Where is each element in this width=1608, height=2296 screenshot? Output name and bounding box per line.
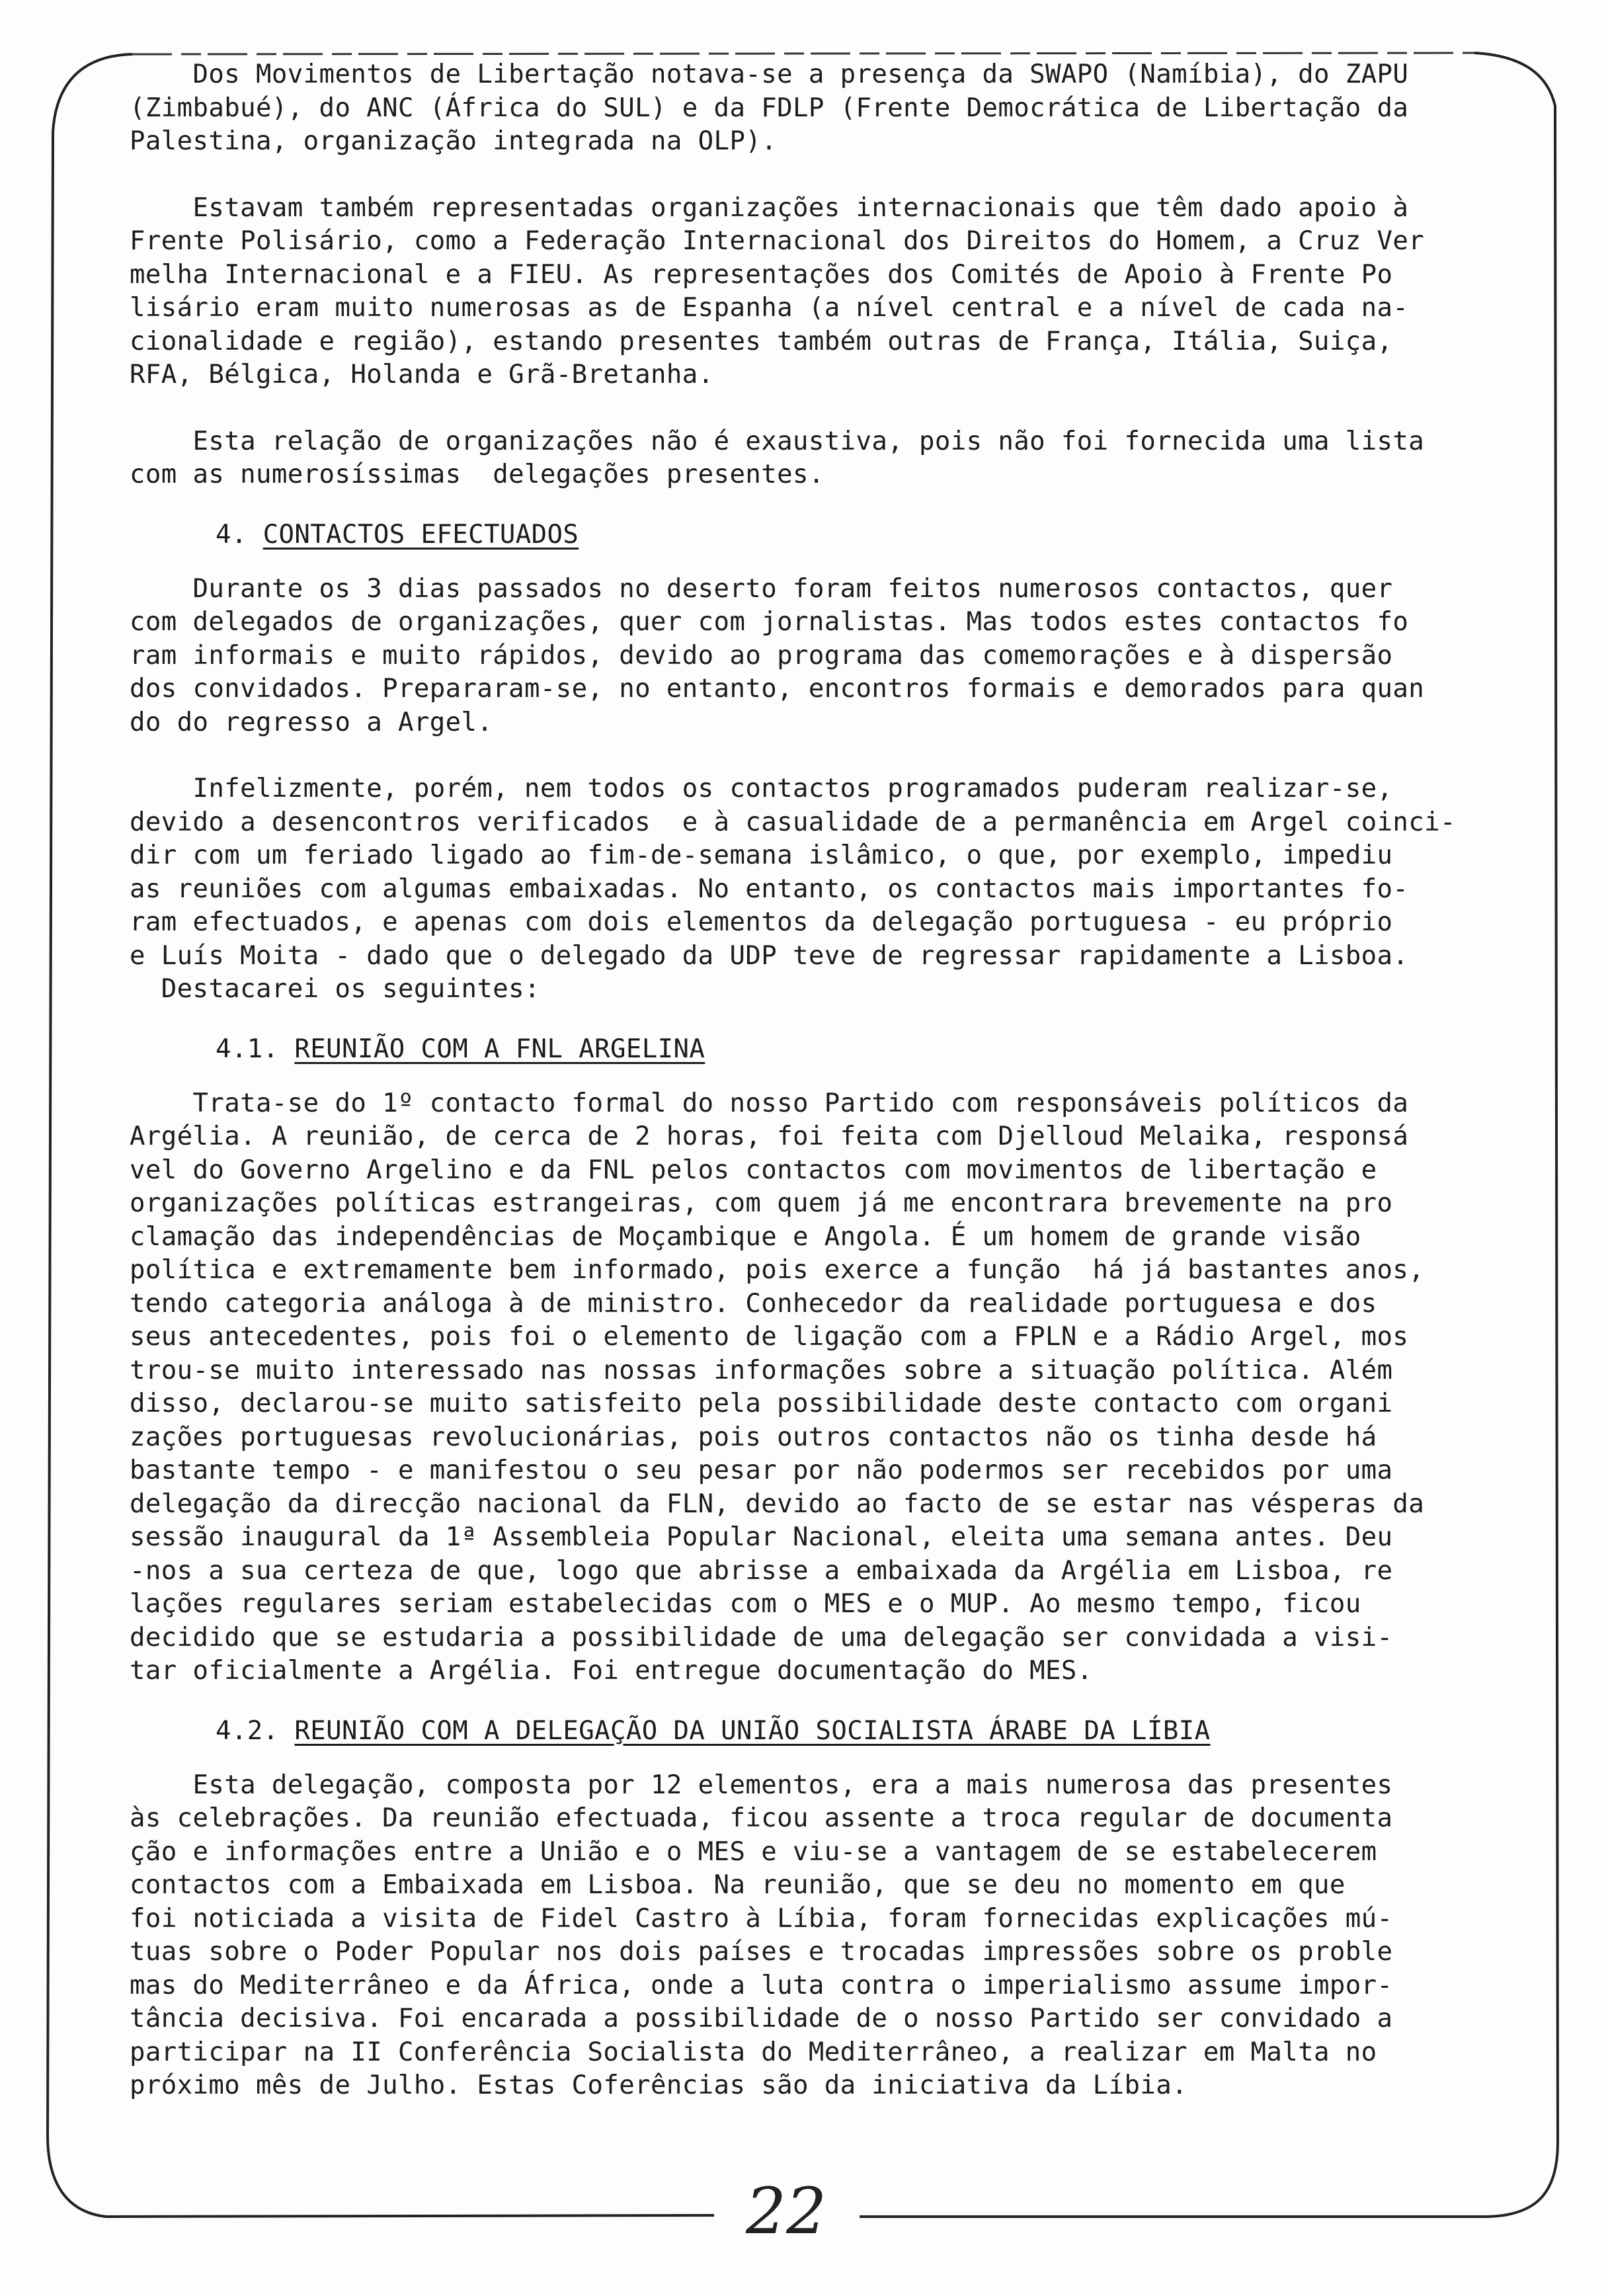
section-heading-4-2 (130, 1715, 1492, 1753)
text-line: e Luís Moita - dado que o delegado da UDP teve de regressar rapidamente a Lisboa. (130, 940, 1409, 971)
text-line: delegação da direcção nacional da FLN, devido ao facto de se estar nas vésperas da (130, 1489, 1425, 1519)
text-line: dos convidados. Prepararam-se, no entanto, encontros formais e demorados para quan (130, 674, 1425, 704)
text-line: (Zimbabué), do ANC (África do SUL) e da FDLP (Frente Democrática de Libertação da (130, 93, 1409, 123)
section-heading-4-1 (130, 1033, 1492, 1071)
text-line: com delegados de organizações, quer com jornalistas. Mas todos estes contactos fo (130, 607, 1409, 637)
section-title: REUNIÃO COM A DELEGAÇÃO DA UNIÃO SOCIALISTA ÁRABE DA LÍBIA (294, 1715, 1211, 1746)
paragraph-contacts-algiers (130, 772, 1492, 1006)
border-top-rule (132, 53, 1474, 54)
text-line: Dos Movimentos de Libertação notava-se a presença da SWAPO (Namíbia), do ZAPU (130, 60, 1409, 89)
paragraph-fnl-meeting (130, 1087, 1492, 1688)
text-line: dir com um feriado ligado ao fim-de-semana islâmico, o que, por exemplo, impediu (130, 840, 1393, 870)
text-line: Esta relação de organizações não é exaustiva, pois não foi fornecida uma lista (130, 426, 1425, 456)
text-line: lisário eram muito numerosas as de Espanha (a nível central e a nível de cada na- (130, 293, 1409, 323)
text-line: decidido que se estudaria a possibilidade de uma delegação ser convidada a visi- (130, 1622, 1393, 1653)
text-line: ram efectuados, e apenas com dois elementos da delegação portuguesa - eu próprio (130, 907, 1393, 937)
text-line: devido a desencontros verificados e à casualidade de a permanência em Argel coinci- (130, 807, 1456, 837)
paragraph-international-organizations (130, 192, 1492, 392)
text-line: as reuniões com algumas embaixadas. No entanto, os contactos mais importantes fo- (130, 874, 1409, 904)
text-line: ram informais e muito rápidos, devido ao programa das comemorações e à dispersão (130, 640, 1393, 671)
text-line: do do regresso a Argel. (130, 707, 493, 737)
text-line: Estavam também representadas organizações internacionais que têm dado apoio à (130, 192, 1409, 223)
text-line: Trata-se do 1º contacto formal do nosso Partido com responsáveis políticos da (130, 1088, 1409, 1118)
text-line: política e extremamente bem informado, pois exerce a função há já bastantes anos, (130, 1255, 1425, 1285)
text-line: ção e informações entre a União e o MES e viu-se a vantagem de se estabelecerem (130, 1836, 1377, 1867)
text-line: foi noticiada a visita de Fidel Castro à Líbia, foram fornecidas explicações mú- (130, 1903, 1393, 1934)
text-line: Argélia. A reunião, de cerca de 2 horas, foi feita com Djelloud Melaika, responsá (130, 1122, 1409, 1151)
paragraph-liberation-movements (130, 58, 1492, 159)
text-line: sessão inaugural da 1ª Assembleia Popular Nacional, eleita uma semana antes. Deu (130, 1522, 1393, 1552)
text-line: organizações políticas estrangeiras, com quem já me encontrara brevemente na pro (130, 1188, 1393, 1218)
text-line: Infelizmente, porém, nem todos os contactos programados puderam realizar-se, (130, 774, 1393, 803)
text-line: com as numerosíssimas delegações presentes. (130, 460, 824, 489)
text-line: zações portuguesas revolucionárias, pois outros contactos não os tinha desde há (130, 1422, 1377, 1452)
paragraph-organizations-list-note (130, 425, 1492, 492)
text-line: contactos com a Embaixada em Lisboa. Na reunião, que se deu no momento em que (130, 1870, 1346, 1900)
section-number: 4.1. (216, 1034, 279, 1064)
text-line: trou-se muito interessado nas nossas informações sobre a situação política. Além (130, 1355, 1393, 1385)
text-line: clamação das independências de Moçambique e Angola. É um homem de grande visão (130, 1221, 1361, 1252)
text-line: seus antecedentes, pois foi o elemento de ligação com a FPLN e a Rádio Argel, mos (130, 1322, 1409, 1352)
document-body (130, 58, 1492, 2103)
text-line: tuas sobre o Poder Popular nos dois países e trocadas impressões sobre os proble (130, 1937, 1393, 1967)
text-line: -nos a sua certeza de que, logo que abrisse a embaixada da Argélia em Lisboa, re (130, 1555, 1393, 1586)
text-line: Frente Polisário, como a Federação Internacional dos Direitos do Homem, a Cruz Ver (130, 226, 1425, 256)
text-line: RFA, Bélgica, Holanda e Grã-Bretanha. (130, 360, 714, 390)
text-line: Durante os 3 dias passados no deserto foram feitos numerosos contactos, quer (130, 573, 1393, 604)
section-title: REUNIÃO COM A FNL ARGELINA (294, 1034, 705, 1064)
paragraph-contacts-desert (130, 573, 1492, 740)
text-line: Esta delegação, composta por 12 elementos, era a mais numerosa das presentes (130, 1770, 1393, 1800)
text-line: lações regulares seriam estabelecidas com o MES e o MUP. Ao mesmo tempo, ficou (130, 1589, 1361, 1619)
text-line: tendo categoria análoga à de ministro. Conhecedor da realidade portuguesa e dos (130, 1288, 1377, 1319)
paragraph-libya-meeting (130, 1769, 1492, 2103)
text-line: próximo mês de Julho. Estas Coferências são da iniciativa da Líbia. (130, 2070, 1187, 2100)
text-line: tância decisiva. Foi encarada a possibilidade de o nosso Partido ser convidado a (130, 2004, 1393, 2033)
section-title: CONTACTOS EFECTUADOS (262, 519, 579, 550)
text-line: participar na II Conferência Socialista do Mediterrâneo, a realizar em Malta no (130, 2037, 1377, 2067)
text-line: Palestina, organização integrada na OLP). (130, 126, 778, 156)
text-line: melha Internacional e a FIEU. As representações dos Comités de Apoio à Frente Po (130, 259, 1393, 290)
text-line: bastante tempo - e manifestou o seu pesar por não podermos ser recebidos por uma (130, 1456, 1393, 1485)
text-line: mas do Mediterrâneo e da África, onde a luta contra o imperialismo assume impor- (130, 1970, 1393, 2000)
text-line: disso, declarou-se muito satisfeito pela possibilidade deste contacto com organi (130, 1389, 1393, 1418)
text-line: Destacarei os seguintes: (130, 974, 540, 1004)
text-line: vel do Governo Argelino e da FNL pelos contactos com movimentos de libertação e (130, 1155, 1377, 1185)
page-number: 22 (746, 2174, 827, 2248)
text-line: cionalidade e região), estando presentes também outras de França, Itália, Suiça, (130, 326, 1393, 356)
section-number: 4. (216, 519, 247, 550)
text-line: tar oficialmente a Argélia. Foi entregue documentação do MES. (130, 1656, 1093, 1686)
section-heading-4 (130, 518, 1492, 557)
section-number: 4.2. (216, 1715, 279, 1746)
text-line: às celebrações. Da reunião efectuada, ficou assente a troca regular de documenta (130, 1803, 1393, 1833)
